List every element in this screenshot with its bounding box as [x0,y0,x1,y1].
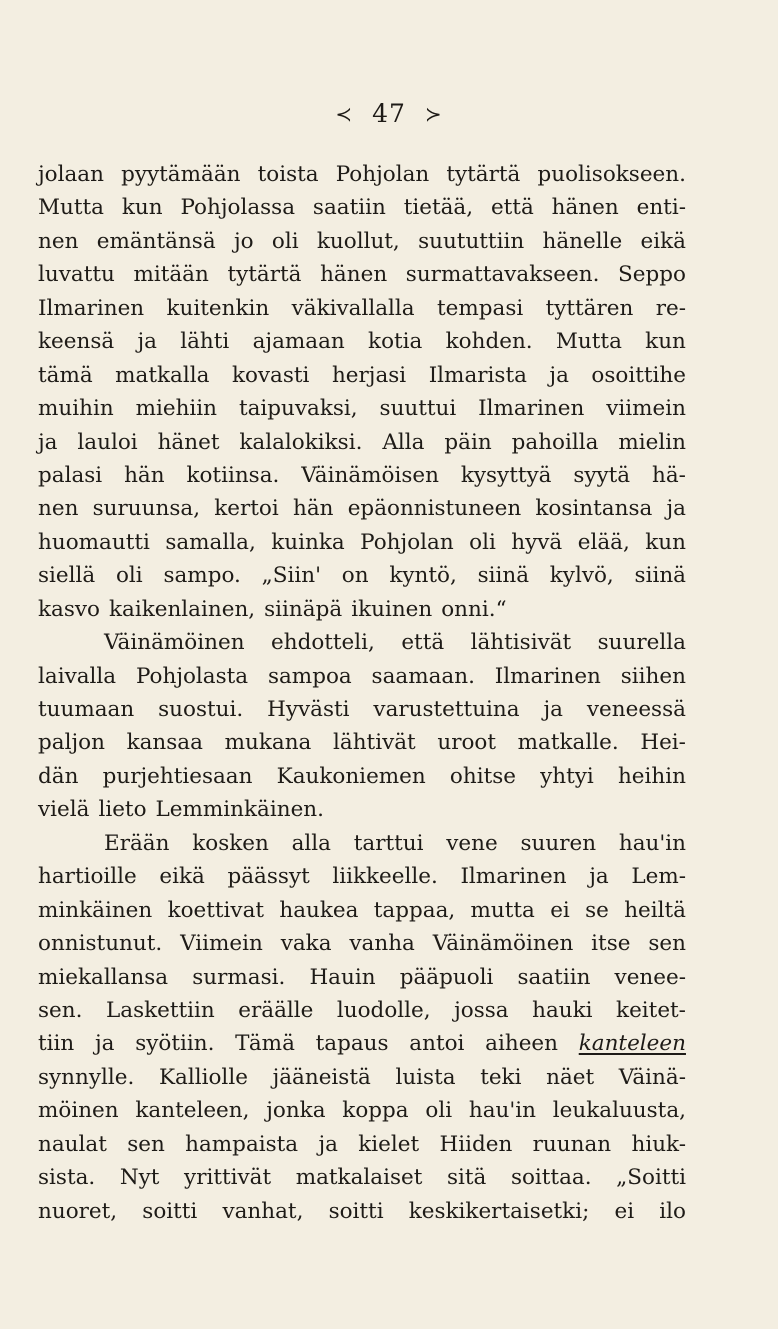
word: tyttären [545,295,634,321]
word: Erään [104,830,170,856]
word: näet [546,1064,595,1090]
text-line [38,1128,686,1161]
word: oli [271,228,299,254]
word: aiheen [485,1031,558,1057]
word: samalla, [165,529,256,555]
text-line [38,426,686,459]
word: keitet- [616,997,686,1023]
word: kanteleen [578,1031,686,1057]
word: enti- [636,195,686,221]
word: kysyttyä [460,462,552,488]
word: huomautti [38,529,150,555]
word: luista [395,1064,456,1090]
word: siihen [620,663,686,689]
word: tytärtä [227,262,302,288]
word: sitä [446,1165,487,1191]
word: saatiin [312,195,386,221]
word: oli [115,563,143,589]
word: matkalle. [517,730,619,756]
word: Lemminkäinen. [155,797,324,823]
word: mitään [133,262,209,288]
text-line [38,359,686,392]
word: ikuinen [351,596,433,622]
word: päässyt [227,864,310,890]
word: hän [292,496,334,522]
word: miekallansa [38,964,169,990]
word: puolisokseen. [537,162,686,187]
text-line [38,726,686,759]
word: herjasi [331,362,407,388]
text-line [38,258,686,291]
text-line [38,1161,686,1194]
word: Seppo [618,262,686,288]
word: hä- [652,462,686,488]
word: kyntö, [389,563,457,589]
word: hänen [320,262,388,288]
word: pyytämään [121,162,241,187]
text-line [38,793,686,826]
word: sampo. [163,563,241,589]
word: Mutta [38,195,104,221]
word: kaikenlainen, [108,596,256,622]
word: dän [38,763,79,789]
word: lähtivät [333,730,416,756]
word: mukana [224,730,312,756]
word: sen. [38,997,83,1023]
word: päin [444,429,492,455]
word: matkalla [115,362,210,388]
word: väkivallalla [291,295,415,321]
text-line [38,994,686,1027]
text-line [38,593,686,626]
text-line [38,526,686,559]
word: koppa [342,1098,409,1124]
word: ja [666,496,686,522]
text-line [38,158,686,191]
word: Lem- [631,864,686,890]
word: pääpuoli [399,964,494,990]
text-line [38,894,686,927]
word: jolaan [38,162,104,187]
word: Alla [382,429,425,455]
word: lauloi [77,429,138,455]
ornament-left: ≺ [335,101,354,126]
word: Hyvästi [267,697,350,722]
word: tietää, [403,195,474,221]
word: paljon [38,730,105,756]
word: Kaukoniemen [276,763,426,789]
word: ajamaan [252,329,345,355]
word: re- [655,295,686,321]
word: syötiin. [135,1031,215,1057]
word: koettivat [167,897,265,923]
text-line [38,459,686,492]
word: kielet [358,1131,420,1157]
word: suruunsa, [92,496,201,522]
text-line [38,492,686,525]
word: lähtisivät [470,630,572,656]
word: saamaan. [371,663,475,689]
text-line [38,660,686,693]
word: vanha [349,931,415,957]
word: kansaa [126,730,203,756]
word: Pohjolan [360,529,454,555]
word: pahoilla [511,429,599,455]
word: lähti [180,329,230,355]
word: siellä [38,563,96,589]
word: mutta [470,897,535,923]
word: oli [469,529,496,555]
word: Hiiden [439,1131,513,1157]
word: ja [38,429,58,455]
word: Laskettiin [105,997,215,1023]
word: hänen [551,195,619,221]
word: heihin [617,763,686,789]
word: ei [614,1198,635,1224]
word: hauki [532,997,593,1023]
word: ohitse [449,763,516,789]
word: Tämä [235,1031,295,1057]
word: emäntänsä [96,228,216,254]
word: soitti [328,1198,384,1224]
word: naulat [38,1131,107,1157]
word: muihin [38,396,114,422]
text-line [38,1094,686,1127]
word: ja [589,864,609,890]
word: Ilmarista [428,362,527,388]
text-line [38,292,686,325]
word: teki [480,1064,522,1090]
word: yrittivät [184,1165,272,1191]
word: mielin [618,429,686,455]
word: kotiinsa. [186,462,280,488]
word: kun [121,195,163,221]
word: veneessä [586,697,686,722]
word: yhtyi [540,763,594,789]
word: surmasi. [192,964,286,990]
word: vaka [280,931,332,957]
word: jo [233,228,254,254]
word: luvattu [38,262,115,288]
word: Pohjolasta [135,663,249,689]
word: kylvö, [549,563,614,589]
text-line [38,1027,686,1060]
word: hän [124,462,165,488]
word: synnylle. [38,1064,135,1090]
word: se [585,897,609,923]
word: taipuvaksi, [238,396,358,422]
word: kosken [192,830,269,856]
word: Ilmarinen [478,396,585,422]
page-number: 47 [372,99,406,128]
word: on [341,563,369,589]
word: ehdotteli, [271,630,375,656]
word: jossa [454,997,509,1023]
word: sen [648,931,686,957]
word: lieto [98,797,147,823]
body-text [38,158,686,1228]
word: kuinka [271,529,345,555]
word: kovasti [231,362,310,388]
text-line [38,325,686,358]
word: jonka [266,1098,326,1124]
word: ja [94,1031,115,1057]
word: Pohjolan [335,162,430,187]
word: Väinämöinen [104,630,245,656]
word: kohden. [445,329,533,355]
word: ja [137,329,157,355]
word: leukaluusta, [552,1098,686,1124]
word: tämä [38,362,93,388]
word: tapaus [315,1031,389,1057]
word: siinä [634,563,686,589]
word: tappaa, [373,897,456,923]
word: sen [127,1131,165,1157]
word: että [401,630,445,656]
word: keensä [38,329,115,355]
word: hiuk- [631,1131,686,1157]
word: sista. [38,1165,96,1191]
word: hartioille [38,864,137,890]
word: siinä [477,563,530,589]
text-line [38,927,686,960]
word: Ilmarinen [38,295,145,321]
word: Pohjolassa [180,195,296,221]
word: hau'in [618,830,686,856]
word: Hauin [309,964,376,990]
word: vanhat, [222,1198,304,1224]
word: liikkeelle. [332,864,438,890]
word: ilo [659,1198,686,1224]
word: antoi [409,1031,465,1057]
word: nen [38,228,79,254]
word: alla [291,830,331,856]
word: tiin [38,1031,75,1057]
word: hau'in [468,1098,537,1124]
text-line [38,626,686,659]
word: kanteleen, [135,1098,250,1124]
word: suuttui [379,396,457,422]
word: viimein [606,396,686,422]
word: onni.“ [441,596,507,622]
word: „Siin' [261,563,322,589]
word: kotia [368,329,423,355]
word: Nyt [119,1165,160,1191]
word: eikä [159,864,205,890]
word: ei [550,897,570,923]
word: elää, [577,529,630,555]
text-line [38,1195,686,1228]
word: jääneistä [272,1064,371,1090]
text-line [38,860,686,893]
word: kun [645,529,686,555]
word: vielä [38,797,90,823]
word: suostui. [158,697,244,722]
word: laivalla [38,663,117,689]
word: uroot [437,730,496,756]
word: suututtiin [418,228,525,254]
word: soitti [142,1198,198,1224]
word: onnistunut. [38,931,163,957]
text-line [38,392,686,425]
text-line [38,225,686,258]
word: möinen [38,1098,119,1124]
word: „Soitti [616,1165,686,1191]
text-line [38,961,686,994]
word: suuren [520,830,597,856]
word: hampaista [185,1131,299,1157]
word: kasvo [38,596,100,622]
word: Väinämöinen [432,931,574,957]
word: Hei- [640,730,686,756]
ornament-right: ≻ [424,101,443,126]
word: ja [543,697,563,722]
text-line [38,693,686,726]
word: sampoa [267,663,352,689]
word: Ilmarinen [494,663,601,689]
word: minkäinen [38,897,153,923]
word: Ilmarinen [460,864,567,890]
word: toista [257,162,319,187]
word: Kalliolle [158,1064,248,1090]
word: vene [446,830,498,856]
word: keskikertaisetki; [408,1198,590,1224]
word: suurella [597,630,686,656]
word: Väinämöisen [301,462,439,488]
text-line [38,559,686,592]
word: kalalokiksi. [239,429,363,455]
word: tarttui [353,830,424,856]
text-line [38,191,686,224]
word: matkalaiset [295,1165,423,1191]
word: kun [645,329,686,355]
word: hyvä [511,529,563,555]
word: osoittihe [591,362,686,388]
word: epäonnistuneen [347,496,522,522]
word: että [490,195,534,221]
word: eräälle [238,997,314,1023]
word: tuumaan [38,697,135,722]
word: tempasi [436,295,524,321]
word: hänelle [542,228,623,254]
page-header [0,97,778,128]
word: siinäpä [264,596,343,622]
word: syytä [573,462,631,488]
word: palasi [38,462,103,488]
word: kuitenkin [166,295,270,321]
word: surmattavakseen. [405,262,600,288]
word: tytärtä [446,162,521,187]
word: ruunan [532,1131,612,1157]
word: purjehtiesaan [102,763,253,789]
word: itse [591,931,631,957]
word: Väinä- [618,1064,686,1090]
word: varustettuina [373,697,520,722]
text-line [38,827,686,860]
word: Mutta [555,329,622,355]
word: haukea [279,897,359,923]
word: nuoret, [38,1198,118,1224]
word: kosintansa [535,496,653,522]
word: kuollut, [316,228,400,254]
text-line [38,760,686,793]
word: saatiin [517,964,591,990]
word: ja [318,1131,338,1157]
word: soittaa. [510,1165,592,1191]
word: heiltä [624,897,686,923]
word: venee- [614,964,686,990]
word: eikä [640,228,686,254]
word: luodolle, [336,997,431,1023]
word: nen [38,496,79,522]
word: ja [549,362,569,388]
word: kertoi [214,496,279,522]
word: miehiin [135,396,218,422]
word: oli [425,1098,453,1124]
word: Viimein [180,931,263,957]
text-line [38,1061,686,1094]
word: hänet [157,429,220,455]
